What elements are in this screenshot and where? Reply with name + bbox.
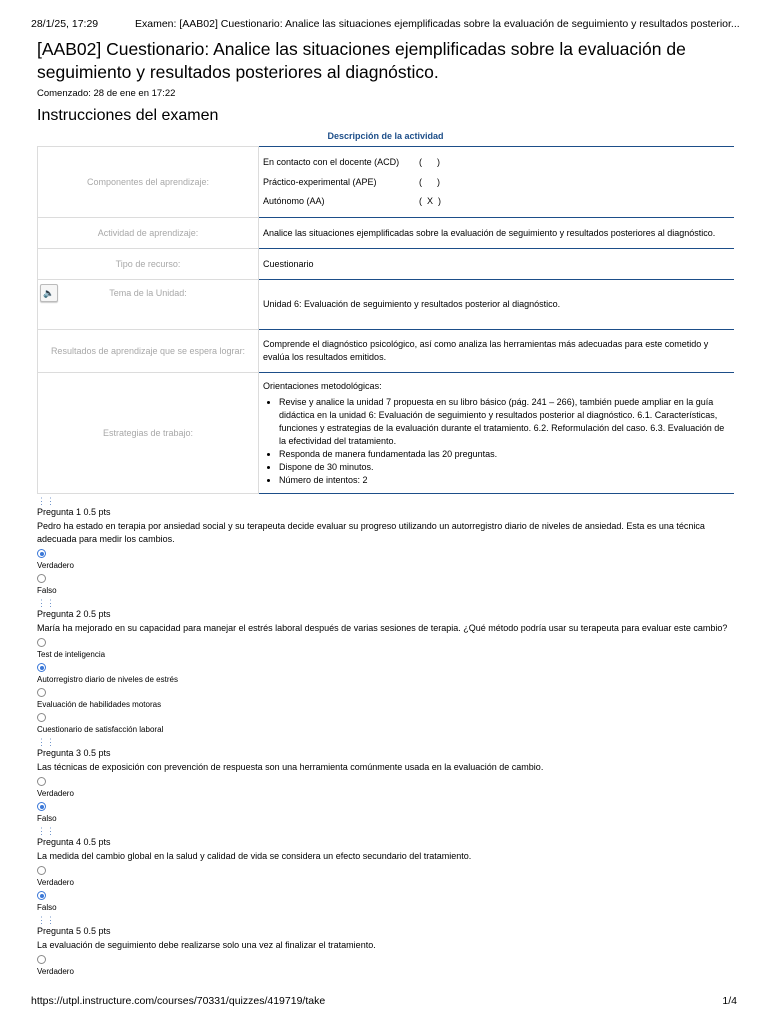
speaker-icon[interactable]: 🔈	[40, 284, 58, 302]
strategy-item: • Revise y analice la unidad 7 propuesta en su libro básico (pág. 241 – 266), también puede ampliar en la guía didáctica en la unidad 6: Evaluación de seguimiento y resultados posterior al diagnóstico. 6.1. Características, funciones y estrategias de la evaluación durante el tratamiento. 6.2. Reformulación del caso. 6.3. Evaluación de la efectividad del tratamiento.	[279, 396, 730, 448]
drag-handle-icon[interactable]: ⋮⋮	[37, 826, 55, 836]
strategy-item: • Dispone de 30 minutos.	[279, 461, 730, 474]
components-list	[263, 153, 730, 212]
instructions-heading: Instrucciones del examen	[37, 107, 219, 124]
strategies-intro: Orientaciones metodológicas:	[263, 380, 382, 391]
row-unit-topic	[38, 280, 735, 330]
question	[37, 598, 734, 735]
activity-description-table	[37, 146, 734, 494]
print-footer	[31, 995, 737, 1007]
print-url: https://utpl.instructure.com/courses/70331/quizzes/419719/take	[31, 995, 326, 1007]
drag-handle-icon[interactable]: ⋮⋮	[37, 598, 55, 608]
components-value	[259, 147, 735, 218]
question-text: Las técnicas de exposición con prevención de respuesta son una herramienta comúnmente usada en la evaluación de cambio.	[37, 762, 544, 772]
learning-activity-label: Actividad de aprendizaje:	[38, 218, 259, 249]
answer-label: Verdadero	[37, 561, 74, 570]
component-row	[263, 192, 730, 212]
answer-label: Falso	[37, 586, 57, 595]
row-components	[38, 147, 735, 218]
answer-label: Verdadero	[37, 878, 74, 887]
row-expected-results	[38, 330, 735, 373]
row-strategies	[38, 373, 735, 494]
answer-option[interactable]	[37, 549, 734, 571]
strategy-item: • Responda de manera fundamentada las 20 preguntas.	[279, 448, 730, 461]
question-header: Pregunta 5 0.5 pts	[37, 926, 111, 936]
print-page-number: 1/4	[722, 995, 737, 1007]
unit-topic-label: Tema de la Unidad:	[109, 288, 187, 298]
row-learning-activity	[38, 218, 735, 249]
print-header	[31, 18, 741, 30]
component-name: Autónomo (AA)	[263, 196, 325, 206]
started-timestamp: Comenzado: 28 de ene en 17:22	[37, 88, 176, 99]
radio-button[interactable]	[37, 574, 46, 583]
strategies-list	[263, 396, 730, 487]
drag-handle-icon[interactable]: ⋮⋮	[37, 496, 55, 506]
row-resource-type	[38, 249, 735, 280]
activity-description-heading: Descripción de la actividad	[327, 131, 444, 141]
radio-button[interactable]	[37, 777, 46, 786]
unit-topic-cell	[38, 280, 259, 330]
answer-label: Cuestionario de satisfacción laboral	[37, 725, 164, 734]
question-text: María ha mejorado en su capacidad para manejar el estrés laboral después de varias sesiones de terapia. ¿Qué método podría usar su terapeuta para evaluar este cambio?	[37, 623, 728, 633]
question-text: La medida del cambio global en la salud y calidad de vida se considera un efecto secundario del tratamiento.	[37, 851, 472, 861]
answer-label: Falso	[37, 903, 57, 912]
answer-option[interactable]	[37, 574, 734, 596]
component-name: Práctico-experimental (APE)	[263, 176, 377, 187]
answer-label: Evaluación de habilidades motoras	[37, 700, 162, 709]
expected-results-value: Comprende el diagnóstico psicológico, así como analiza las herramientas más adecuadas para este cometido y evalúa los resultados emitidos.	[259, 330, 735, 373]
answer-option[interactable]	[37, 663, 734, 685]
question	[37, 826, 734, 913]
radio-button[interactable]	[37, 638, 46, 647]
radio-button[interactable]	[37, 663, 46, 672]
expected-results-label: Resultados de aprendizaje que se espera lograr:	[38, 330, 259, 373]
question-header: Pregunta 1 0.5 pts	[37, 507, 111, 517]
radio-button[interactable]	[37, 713, 46, 722]
quiz-content	[37, 38, 734, 977]
quiz-title: [AAB02] Cuestionario: Analice las situaciones ejemplificadas sobre la evaluación de seguimiento y resultados posteriores al diagnóstico.	[37, 39, 686, 82]
answer-option[interactable]	[37, 802, 734, 824]
radio-button[interactable]	[37, 802, 46, 811]
answer-label: Verdadero	[37, 789, 74, 798]
resource-type-value: Cuestionario	[259, 249, 735, 280]
answer-label: Falso	[37, 814, 57, 823]
unit-topic-value: Unidad 6: Evaluación de seguimiento y resultados posterior al diagnóstico.	[259, 280, 735, 330]
components-label: Componentes del aprendizaje:	[38, 147, 259, 218]
learning-activity-value: Analice las situaciones ejemplificadas sobre la evaluación de seguimiento y resultados posteriores al diagnóstico.	[259, 218, 735, 249]
answer-option[interactable]	[37, 713, 734, 735]
question	[37, 915, 734, 977]
answer-label: Test de inteligencia	[37, 650, 106, 659]
answer-option[interactable]	[37, 866, 734, 888]
component-mark: ( )	[419, 157, 440, 167]
radio-button[interactable]	[37, 866, 46, 875]
radio-button[interactable]	[37, 549, 46, 558]
strategies-value	[259, 373, 735, 494]
question	[37, 496, 734, 596]
radio-button[interactable]	[37, 955, 46, 964]
drag-handle-icon[interactable]: ⋮⋮	[37, 915, 55, 925]
print-page-title: Examen: [AAB02] Cuestionario: Analice las situaciones ejemplificadas sobre la evaluación de seguimiento y resultados posterior...	[135, 18, 740, 30]
answer-option[interactable]	[37, 891, 734, 913]
question-text: Pedro ha estado en terapia por ansiedad social y su terapeuta decide evaluar su progreso utilizando un autorregistro diario de niveles de ansiedad. Esta es una técnica adecuada para medir los cambios.	[37, 521, 705, 544]
answer-label: Autorregistro diario de niveles de estrés	[37, 675, 178, 684]
print-timestamp: 28/1/25, 17:29	[31, 18, 99, 30]
component-mark: ( X )	[419, 196, 441, 206]
question	[37, 737, 734, 824]
radio-button[interactable]	[37, 688, 46, 697]
question-header: Pregunta 4 0.5 pts	[37, 837, 111, 847]
answer-option[interactable]	[37, 777, 734, 799]
answer-option[interactable]	[37, 688, 734, 710]
strategy-item: • Número de intentos: 2	[279, 474, 730, 487]
component-row	[263, 153, 730, 173]
question-header: Pregunta 3 0.5 pts	[37, 748, 111, 758]
resource-type-label: Tipo de recurso:	[38, 249, 259, 280]
component-mark: ( )	[419, 176, 440, 187]
radio-button[interactable]	[37, 891, 46, 900]
component-name: En contacto con el docente (ACD)	[263, 157, 400, 167]
component-row	[263, 172, 730, 192]
question-text: La evaluación de seguimiento debe realizarse solo una vez al finalizar el tratamiento.	[37, 940, 376, 950]
answer-option[interactable]	[37, 638, 734, 660]
strategies-label: Estrategias de trabajo:	[38, 373, 259, 494]
question-header: Pregunta 2 0.5 pts	[37, 609, 111, 619]
drag-handle-icon[interactable]: ⋮⋮	[37, 737, 55, 747]
answer-label: Verdadero	[37, 967, 74, 976]
questions-list	[37, 496, 734, 977]
answer-option[interactable]	[37, 955, 734, 977]
